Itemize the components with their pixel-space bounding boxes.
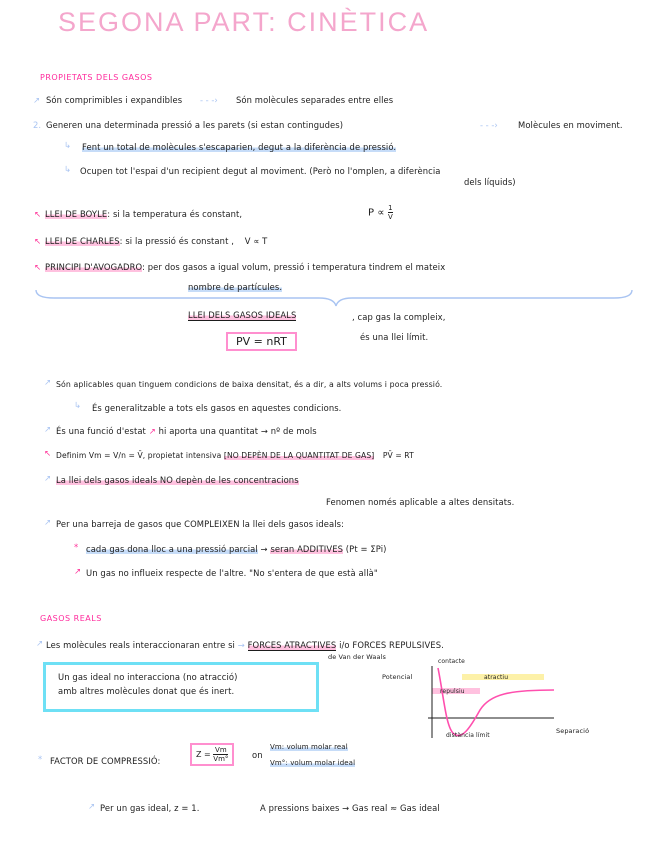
note-line: És generalitzable a tots els gasos en aquestes condicions.	[92, 403, 342, 413]
note-line: on	[252, 750, 263, 760]
section-heading-propietats: PROPIETATS DELS GASOS	[40, 73, 153, 82]
note-line: Definim Vm = V/n = V̄, propietat intensiva [NO DEPÈN DE LA QUANTITAT DE GAS] PV̄ = RT	[56, 451, 414, 460]
note-line: amb altres molècules donat que és inert.	[58, 686, 235, 696]
bullet-arrow-icon: ↗	[44, 377, 52, 387]
note-line: de Van der Waals	[328, 653, 386, 661]
bullet-arrow-icon: ↗	[44, 517, 52, 527]
note-line: Per una barreja de gasos que COMPLEIXEN la llei dels gasos ideals:	[56, 519, 345, 529]
sub-arrow-icon: ↳	[64, 140, 72, 150]
note-line: Són comprimibles i expandibles	[46, 95, 183, 105]
note-line: Un gas ideal no interacciona (no atracció)	[58, 672, 238, 682]
bullet-arrow-icon: ↗	[36, 638, 44, 648]
graph-label-contacte: contacte	[438, 658, 465, 665]
note-line: Les molècules reals interaccionaran entre si → FORCES ATRACTIVES i/o FORCES REPULSIVES.	[46, 640, 444, 650]
bullet-pink-icon: ↖	[34, 262, 42, 272]
note-line: Per un gas ideal, z = 1.	[100, 803, 200, 813]
note-line: A pressions baixes → Gas real ≈ Gas ideal	[260, 803, 440, 813]
bullet-arrow-icon: ↗	[74, 566, 82, 576]
bullet-star-icon: *	[74, 542, 79, 552]
brace-icon	[34, 288, 634, 308]
note-line: cada gas dona lloc a una pressió parcial → seran ADDITIVES (Pt = ΣPi)	[86, 544, 387, 554]
law-line: nombre de partícules.	[188, 282, 283, 292]
ideal-gas-formula: PV = nRT	[226, 332, 297, 351]
graph-xlabel: Separació	[556, 727, 590, 735]
bullet-pink-icon: ↖	[44, 448, 52, 458]
compression-label: FACTOR DE COMPRESSIÓ:	[50, 756, 161, 766]
note-line: Vm: volum molar real	[270, 743, 348, 751]
arrow-icon: - - -›	[200, 95, 218, 105]
note-line: Són molècules separades entre elles	[236, 95, 394, 105]
charles-label: LLEI DE CHARLES	[45, 236, 120, 246]
bullet-number-icon: 2.	[33, 120, 41, 130]
bullet-pink-icon: *	[38, 754, 43, 764]
graph-label-repulsiu: repulsiu	[440, 688, 465, 695]
bullet-pink-icon: ↖	[34, 209, 42, 219]
note-line: És una funció d'estat ↗ hi aporta una quantitat → nº de mols	[56, 426, 317, 436]
note-line: Ocupen tot l'espai d'un recipient degut al moviment. (Però no l'omplen, a diferència	[80, 166, 441, 176]
bullet-arrow-icon: ↗	[44, 473, 52, 483]
note-line: Fent un total de molècules s'escaparien, degut a la diferència de pressió.	[82, 142, 397, 152]
graph-label-atractiu: atractiu	[484, 674, 509, 681]
bullet-arrow-icon: ↗	[44, 424, 52, 434]
graph-ylabel: Potencial	[382, 673, 413, 681]
ideal-law-label: LLEI DELS GASOS IDEALS	[188, 310, 297, 320]
note-line: Fenomen només aplicable a altes densitats.	[326, 497, 515, 507]
arrow-icon: - - -›	[480, 120, 498, 130]
compression-formula: Z = $\frac{Vm}{Vm^\circ}$	[190, 743, 234, 766]
law-line: LLEI DE BOYLE: si la temperatura és constant,	[45, 209, 243, 219]
avogadro-label: PRINCIPI D'AVOGADRO	[45, 262, 143, 272]
note-line: Molècules en moviment.	[518, 120, 623, 130]
sub-arrow-icon: ↳	[74, 400, 82, 410]
bullet-pink-icon: ↖	[34, 236, 42, 246]
note-line: La llei dels gasos ideals NO depèn de les concentracions	[56, 475, 299, 485]
boyle-formula: P ∝ $\frac{1}{V}$	[368, 204, 393, 221]
graph-label-distancia: distància límit	[446, 732, 490, 739]
law-line: LLEI DE CHARLES: si la pressió és constant , V ∝ T	[45, 236, 268, 246]
bullet-arrow-icon: ↗	[88, 801, 96, 811]
boyle-label: LLEI DE BOYLE	[45, 209, 108, 219]
note-line: Vm°: volum molar ideal	[270, 759, 356, 767]
note-line: Són aplicables quan tinguem condicions de baixa densitat, és a dir, a alts volums i poca pressió.	[56, 380, 443, 389]
bullet-arrow-icon: ↗	[33, 95, 41, 105]
sub-arrow-icon: ↳	[64, 164, 72, 174]
law-line: PRINCIPI D'AVOGADRO: per dos gasos a igual volum, pressió i temperatura tindrem el mateix	[45, 262, 446, 272]
note-line: és una llei límit.	[360, 332, 429, 342]
section-heading-reals: GASOS REALS	[40, 614, 102, 623]
note-line: , cap gas la compleix,	[352, 312, 446, 322]
note-line: Un gas no influeix respecte de l'altre. "No s'entera de que està allà"	[86, 568, 378, 578]
note-line: dels líquids)	[464, 177, 516, 187]
note-line: Generen una determinada pressió a les parets (si estan contingudes)	[46, 120, 344, 130]
page-title: SEGONA PART: CINÈTICA	[58, 7, 430, 37]
